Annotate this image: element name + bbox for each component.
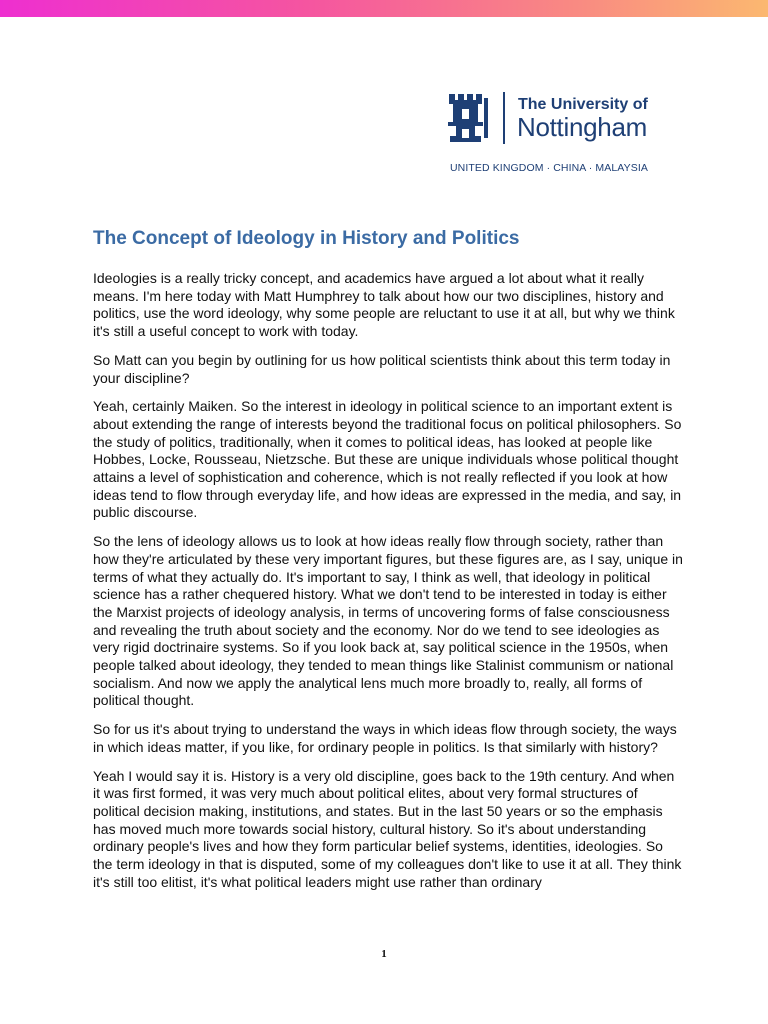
paragraph-1: Ideologies is a really tricky concept, and academics have argued a lot about what it really means. I'm here today with Matt Humphrey to talk about how our two disciplines, history and politics, use the word ideology, why some people are reluctant to use it at all, but why we think it's still a useful concept to work with today.	[93, 270, 675, 340]
university-logo	[447, 90, 667, 180]
logo-divider	[503, 92, 505, 144]
paragraph-6: Yeah I would say it is. History is a very old discipline, goes back to the 19th century. And when it was first formed, it was very much about political elites, about very formal structures of political decision making, institutions, and states. But in the last 50 years or so the emphasis has moved much more towards social history, cultural history. So it's about understanding ordinary people's lives and how they form particular belief systems, identities, ideologies. So the term ideology in that is disputed, some of my colleagues don't like to use it at all. They think it's still too elitist, it's what political leaders might use rather than ordinary	[93, 767, 682, 890]
institution-name-line1: The University of	[518, 96, 648, 113]
paragraph-3: Yeah, certainly Maiken. So the interest in ideology in political science to an important extent is about extending the range of interests beyond the traditional focus on political philosophers. So the study of politics, traditionally, when it comes to political ideas, has looked at people like Hobbes, Locke, Rousseau, Nietzsche. But these are unique individuals whose political thought attains a level of sophistication and coherence, which is not really reflected if you look at how ideas tend to flow through everyday life, and how ideas are expressed in the media, and say, in public discourse.	[93, 398, 682, 521]
paragraph-5: So for us it's about trying to understand the ways in which ideas flow through society, the ways in which ideas matter, if you like, for ordinary people in politics. Is that similarly with history?	[93, 721, 677, 755]
castle-crest-icon	[447, 92, 489, 144]
document-body	[93, 226, 683, 903]
paragraph-4: So the lens of ideology allows us to look at how ideas really flow through society, rather than how they're articulated by these very important figures, but these figures are, as I say, unique in terms of what they actually do. It's important to say, I think as well, that ideology in political science has a rather chequered history. What we don't tend to be interested in today is either the Marxist projects of ideology analysis, in terms of uncovering forms of false consciousness and revealing the truth about society and the economy. Nor do we tend to see ideologies as very rigid doctrinaire systems. So if you look back at, say political science in the 1950s, when people talked about ideology, they tended to mean things like Stalinist communism or national socialism. And now we apply the analytical lens much more broadly to, really, all forms of political thought.	[93, 533, 683, 709]
page-number: 1	[381, 948, 387, 960]
institution-tagline: UNITED KINGDOM · CHINA · MALAYSIA	[450, 162, 648, 174]
top-gradient-bar	[0, 0, 768, 17]
institution-name-line2: Nottingham	[517, 112, 647, 142]
document-title: The Concept of Ideology in History and Politics	[93, 228, 520, 249]
paragraph-2: So Matt can you begin by outlining for us how political scientists think about this term today in your discipline?	[93, 351, 671, 386]
